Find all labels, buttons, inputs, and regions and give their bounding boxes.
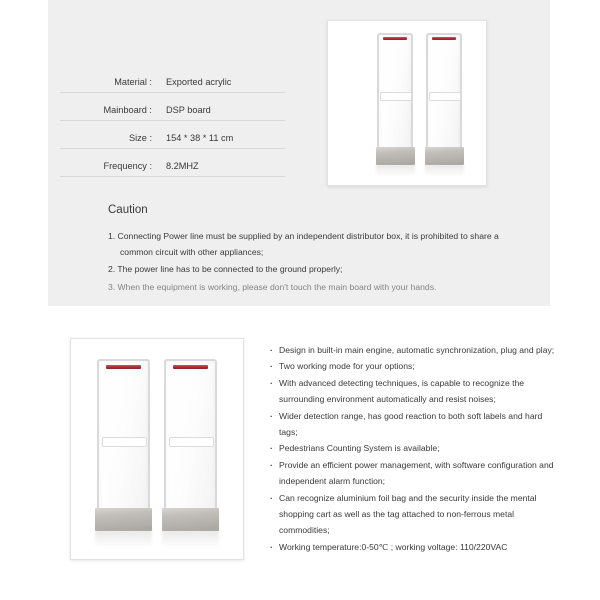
product-photo-bottom (70, 338, 244, 560)
caution-title: Caution (108, 204, 148, 216)
pedestal-reflection (376, 164, 415, 177)
led-strip-icon (173, 365, 208, 369)
pedestal-metal-base (162, 508, 220, 531)
led-strip-icon (106, 365, 141, 369)
table-row (60, 120, 285, 148)
caution-item-2: 2. The power line has to be connected to the ground properly; (108, 264, 343, 274)
spec-label-mainboard: Mainboard : (60, 92, 158, 120)
table-row (60, 64, 285, 92)
table-row (60, 92, 285, 120)
product-photo-top-inner (328, 21, 486, 185)
caution-item-3: 3. When the equipment is working, please don't touch the main board with your hands. (108, 281, 437, 292)
feature-list (270, 342, 560, 555)
pedestal-reflection (425, 164, 464, 177)
feature-item-2: · Two working mode for your options; (270, 358, 560, 374)
eas-pedestal-left-icon (97, 359, 150, 531)
feature-item-4: · Wider detection range, has good reaction to both soft labels and hard tags; (270, 408, 560, 441)
spec-value-size: 154 * 38 * 11 cm (158, 120, 285, 148)
product-photo-top (327, 20, 487, 186)
pedestal-reflection (95, 530, 153, 547)
pedestal-slot (169, 437, 215, 448)
spec-label-size: Size : (60, 120, 158, 148)
specification-table (60, 64, 285, 177)
pedestal-metal-base (425, 147, 464, 165)
table-row (60, 148, 285, 176)
feature-item-6: · Provide an efficient power management, with software configuration and independent alarm function; (270, 457, 560, 490)
led-strip-icon (383, 37, 407, 40)
caution-list (108, 229, 528, 295)
led-strip-icon (432, 37, 456, 40)
spec-value-material: Exported acrylic (158, 64, 285, 92)
spec-label-material: Material : (60, 64, 158, 92)
eas-pedestal-left-icon (377, 33, 413, 164)
caution-item-1: 1. Connecting Power line must be supplied by an independent distributor box, it is prohibited to share a common circuit with other appliances; (108, 231, 499, 257)
pedestal-slot (429, 92, 461, 101)
product-photo-bottom-inner (71, 339, 243, 559)
feature-item-3: · With advanced detecting techniques, is capable to recognize the surrounding environment automatically and resist noises; (270, 375, 560, 408)
caution-section (108, 204, 528, 297)
pedestal-reflection (162, 530, 220, 547)
pedestal-slot (380, 92, 412, 101)
spec-value-frequency: 8.2MHZ (158, 148, 285, 176)
pedestal-metal-base (376, 147, 415, 165)
pedestal-slot (102, 437, 148, 448)
eas-pedestal-right-icon (164, 359, 217, 531)
feature-item-7: · Can recognize aluminium foil bag and the security inside the mental shopping cart as well as the tag attached to non-ferrous metal commodities; (270, 490, 560, 539)
feature-item-8: · Working temperature:0-50℃ ; working voltage: 110/220VAC (270, 539, 560, 555)
feature-item-5: · Pedestrians Counting System is available; (270, 440, 560, 456)
specification-table-body (60, 64, 285, 176)
feature-item-1: · Design in built-in main engine, automatic synchronization, plug and play; (270, 342, 560, 358)
spec-label-frequency: Frequency : (60, 148, 158, 176)
eas-pedestal-right-icon (426, 33, 462, 164)
spec-value-mainboard: DSP board (158, 92, 285, 120)
pedestal-metal-base (95, 508, 153, 531)
